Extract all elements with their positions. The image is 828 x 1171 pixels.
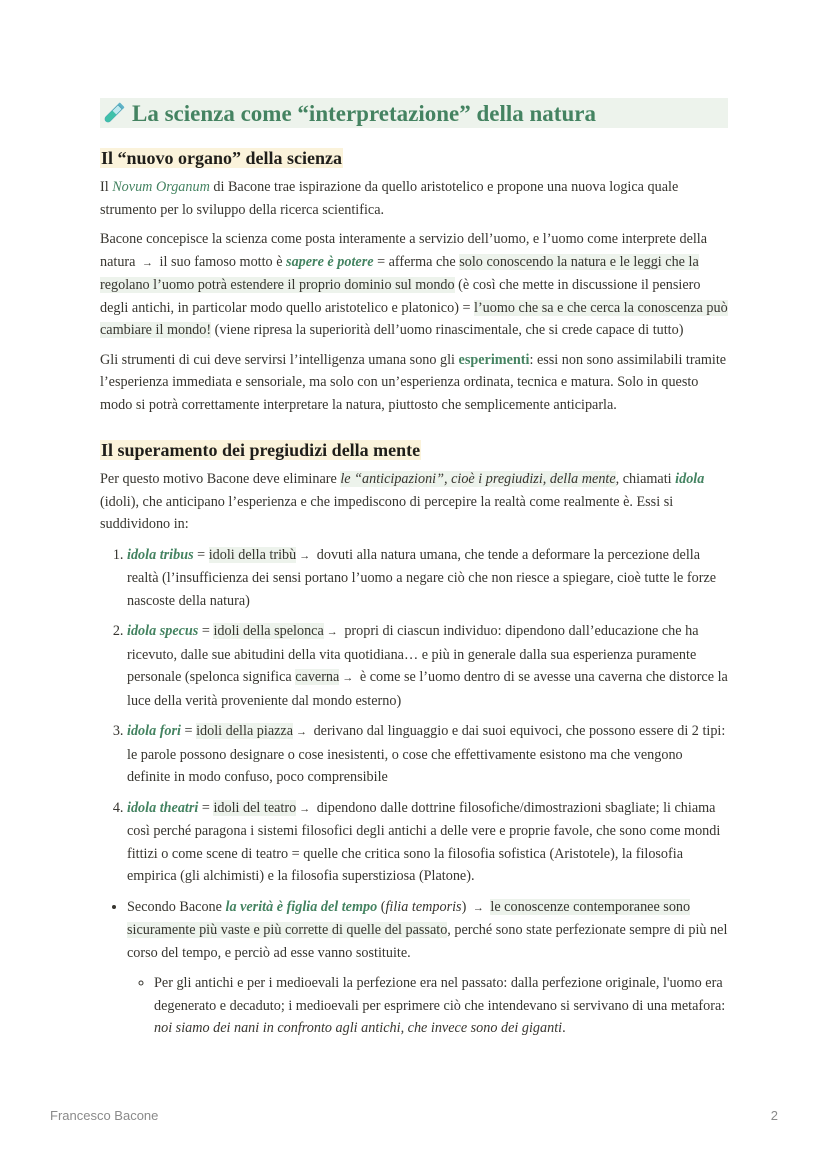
page-number: 2	[770, 1108, 778, 1123]
idola-list	[100, 544, 728, 888]
arrow-right-icon: →	[342, 672, 354, 684]
idola-term: idola	[675, 471, 705, 487]
list-item: 2. idola specus = idoli della spelonca → propri di ciascun individuo: dipendono dall’educazione che ha ricevuto, dalle sue abitudini della vita quotidiana… e più in generale dalla sua esperienza puramente personale (spelonca significa caverna → è come se l’uomo dentro di se avesse una caverna che distorce la luce della verità proveniente dal mondo esterno)	[127, 620, 728, 712]
footer-document-title: Francesco Bacone	[50, 1108, 159, 1123]
motto-term: sapere è potere	[286, 253, 374, 270]
page-title	[100, 98, 728, 128]
bullet-list	[100, 896, 728, 1040]
sub-bullet-list	[127, 972, 728, 1040]
arrow-right-icon: →	[142, 256, 153, 269]
test-tube-icon	[100, 101, 126, 127]
arrow-right-icon: →	[296, 726, 308, 738]
list-item: 3. idola fori = idoli della piazza → derivano dal linguaggio e dai suoi equivoci, che possono essere di 2 tipi: le parole possono designare o cose inesistenti, o cose che effettivamente esistono ma che vengono definite in modo confuso, poco comprensibile	[127, 720, 728, 789]
section-heading-nuovo-organo: Il “nuovo organo” della scienza	[101, 148, 343, 168]
document-page	[100, 98, 728, 1048]
highlight-anticipazioni: le “anticipazioni”, cioè i pregiudizi, della mente	[340, 471, 616, 487]
list-item-nani-giganti: ◦ Per gli antichi e per i medioevali la perfezione era nel passato: dalla perfezione originale, l'uomo era degenerato e decaduto; i medioevali per esprimere ciò che intendevano si servivano di una metafora: noi siamo dei nani in confronto agli antichi, che invece sono dei giganti.	[154, 972, 728, 1040]
page-title-text: La scienza come “interpretazione” della natura	[132, 101, 596, 126]
section-heading-pregiudizi: Il superamento dei pregiudizi della mente	[101, 440, 421, 460]
highlight-conoscenze: le conoscenze contemporanee sono sicuramente più vaste e più corrette di quelle del passato	[127, 898, 691, 938]
arrow-right-icon: →	[472, 901, 484, 914]
novum-organum-term: Novum Organum	[112, 179, 210, 195]
arrow-right-icon: →	[299, 802, 311, 815]
paragraph-novum-organum: Il Novum Organum di Bacone trae ispirazione da quello aristotelico e propone una nuova logica quale strumento per lo sviluppo della ricerca scientifica.	[100, 179, 679, 218]
list-item-filia-temporis: • Secondo Bacone la verità è figlia del tempo (filia temporis) → le conoscenze contemporanee sono sicuramente più vaste e più corrette di quelle del passato, perché sono state perfezionate sempre di più nel corso del tempo, e perciò ad esse vanno sostituite. ◦ Per gli antichi e per i medioevali la perfezione era nel passato: dalla perfezione originale, l'uomo era degenerato e decaduto; i medioevali per esprimere ciò che intendevano si servivano di una metafora: noi siamo dei nani in confronto agli antichi, che invece sono dei giganti.	[127, 896, 728, 1040]
arrow-right-icon: →	[326, 626, 338, 638]
paragraph-esperimenti: Gli strumenti di cui deve servirsi l’intelligenza umana sono gli esperimenti: essi non sono assimilabili tramite l’esperienza immediata e sensoriale, ma solo con un’esperienza ordinata, tecnica e matura. Solo in questo modo si potrà correttamente interpretare la natura, piuttosto che semplicemente anticiparla.	[100, 351, 727, 413]
arrow-right-icon: →	[299, 549, 311, 562]
page-footer	[50, 1108, 778, 1123]
esperimenti-term: esperimenti	[458, 351, 530, 368]
list-item: 4. idola theatri = idoli del teatro → dipendono dalle dottrine filosofiche/dimostrazioni sbagliate; li chiama così perché paragona i sistemi filosofici degli antichi a delle vere e proprie favole, che sono come mondi fittizi o come scene di teatro = quelle che critica sono la filosofia sofistica (Aristotele), la filosofia empirica (gli alchimisti) e la filosofia superstiziosa (Platone).	[127, 797, 728, 888]
highlight-cambiare-mondo: l’uomo che sa e che cerca la conoscenza può cambiare il mondo!	[100, 299, 728, 338]
highlight-dominio: solo conoscendo la natura e le leggi che la regolano l’uomo potrà estendere il proprio dominio sul mondo	[100, 253, 699, 293]
paragraph-idola: Per questo motivo Bacone deve eliminare le “anticipazioni”, cioè i pregiudizi, della mente, chiamati idola (idoli), che anticipano l’esperienza e che impediscono di percepire la realtà come realmente è. Essi si suddividono in:	[100, 471, 705, 532]
list-item: 1. idola tribus = idoli della tribù → dovuti alla natura umana, che tende a deformare la percezione della realtà (l’insufficienza dei sensi portano l’uomo a negare ciò che non riesce a spiegare, cioè tutte le forze nascoste della natura)	[127, 544, 728, 613]
paragraph-sapere-potere: Bacone concepisce la scienza come posta interamente a servizio dell’uomo, e l’uomo come interprete della natura → il suo famoso motto è sapere è potere = afferma che solo conoscendo la natura e le leggi che la regolano l’uomo potrà estendere il proprio dominio sul mondo (è così che mette in discussione il pensiero degli antichi, in particolar modo quello aristotelico e platonico) = l’uomo che sa e che cerca la conoscenza può cambiare il mondo! (viene ripresa la superiorità dell’uomo rinascimentale, che si crede capace di tutto)	[100, 231, 728, 338]
